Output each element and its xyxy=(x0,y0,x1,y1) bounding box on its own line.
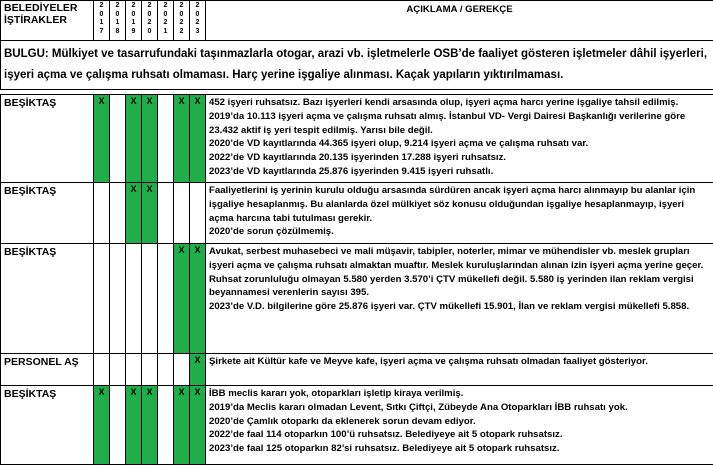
row-description xyxy=(206,244,713,354)
row-description xyxy=(206,183,713,244)
mark-cell xyxy=(110,95,126,183)
description-line: 452 işyeri ruhsatsız. Bazı işyerleri kendi arsasında olup, işyeri açma harcı yerine işgaliye tahsil edilmiş. 2019’da 10.113 işyeri açma ve çalışma ruhsatı almış. İstanbul VD- Vergi Dairesi Başkanlığı verilerine göre 23.432 aktif iş yeri tespit edilmiş. Yarısı bile değil. xyxy=(209,96,710,137)
mark-cell xyxy=(110,354,126,386)
mark-cell: X xyxy=(190,386,206,465)
mark-cell: X xyxy=(190,95,206,183)
year-2019: 2 0 1 9 xyxy=(126,1,142,41)
mark-cell xyxy=(142,244,158,354)
mark-cell xyxy=(158,244,174,354)
mark-cell xyxy=(142,354,158,386)
row-name: BEŞİKTAŞ xyxy=(1,386,94,465)
mark-cell: X xyxy=(174,95,190,183)
mark-cell xyxy=(94,354,110,386)
mark-cell: X xyxy=(94,386,110,465)
year-2023: 2 0 2 3 xyxy=(190,1,206,41)
mark-cell: X xyxy=(142,95,158,183)
description-line: Ruhsat zorunluluğu olmayan 5.580 yerden 3.570’i ÇTV mükellefi değil. 5.580 iş yerinden ilan reklam vergisi beyannamesi verenlerin sayısı 395. xyxy=(209,273,710,301)
header-description: AÇIKLAMA / GEREKÇE xyxy=(206,1,713,41)
mark-cell: X xyxy=(190,244,206,354)
mark-cell: X xyxy=(190,354,206,386)
mark-cell: X xyxy=(174,244,190,354)
description-line: 2023’de VD kayıtlarında 25.876 işyerinden 9.415 işyeri ruhsatlı. xyxy=(209,165,710,179)
mark-cell: X xyxy=(126,183,142,244)
description-line: 2019’da Meclis kararı olmadan Levent, Sıtkı Çiftçi, Zübeyde Ana Otoparkları İBB ruhsatı yok. xyxy=(209,401,710,415)
mark-cell xyxy=(190,183,206,244)
header-name-line-1: BELEDİYELER xyxy=(4,2,90,14)
mark-cell: X xyxy=(126,386,142,465)
table-row xyxy=(1,183,713,244)
table-row xyxy=(1,95,713,183)
bulgu-row xyxy=(1,41,713,90)
description-line: 2020’de VD kayıtlarında 44.365 işyeri olup, 9.214 işyeri açma ve çalışma ruhsatı var. xyxy=(209,137,710,151)
description-line: Avukat, serbest muhasebeci ve mali müşavir, tabipler, noterler, mimar ve mühendisler vb. meslek grupları işyeri açma ve çalışma ruhsatı almaktan muaftır. Meslek kuruluşlarından alınan izin işyeri açma yerine geçer. xyxy=(209,245,710,273)
table-row xyxy=(1,354,713,386)
year-2021: 2 0 2 1 xyxy=(158,1,174,41)
mark-cell: X xyxy=(94,95,110,183)
row-name: BEŞİKTAŞ xyxy=(1,244,94,354)
mark-cell xyxy=(126,354,142,386)
description-line: Şirkete ait Kültür kafe ve Meyve kafe, işyeri açma ve çalışma ruhsatı olmadan faaliyet gösteriyor. xyxy=(209,355,710,369)
row-name: BEŞİKTAŞ xyxy=(1,95,94,183)
description-line: 2023’de V.D. bilgilerine göre 25.876 işyeri var. ÇTV mükellefi 15.901, İlan ve reklam vergisi mükellefi 5.858. xyxy=(209,300,710,314)
mark-cell xyxy=(174,354,190,386)
row-name: BEŞİKTAŞ xyxy=(1,183,94,244)
year-2018: 2 0 1 8 xyxy=(110,1,126,41)
description-line: 2022’de faal 114 otoparkın 100’ü ruhsatsız. Belediyeye ait 5 otopark ruhsatsız. xyxy=(209,428,710,442)
year-2022: 2 0 2 2 xyxy=(174,1,190,41)
year-2017: 2 0 1 7 xyxy=(94,1,110,41)
description-line: 2022’de VD kayıtlarında 20.135 işyerinden 17.288 işyeri ruhsatsız. xyxy=(209,151,710,165)
mark-cell xyxy=(94,244,110,354)
header-name-cell xyxy=(1,1,94,41)
mark-cell xyxy=(110,244,126,354)
mark-cell: X xyxy=(142,183,158,244)
row-description xyxy=(206,95,713,183)
mark-cell: X xyxy=(126,95,142,183)
year-2020: 2 0 2 0 xyxy=(142,1,158,41)
row-name: PERSONEL AŞ xyxy=(1,354,94,386)
table-row xyxy=(1,244,713,354)
header-row xyxy=(1,1,713,41)
mark-cell xyxy=(174,183,190,244)
row-description xyxy=(206,354,713,386)
mark-cell xyxy=(158,95,174,183)
mark-cell xyxy=(126,244,142,354)
description-line: 2023’de faal 125 otoparkın 82’si ruhsatsız. Belediyeye ait 5 otopark ruhsatsız. xyxy=(209,442,710,456)
mark-cell xyxy=(158,354,174,386)
mark-cell xyxy=(94,183,110,244)
mark-cell: X xyxy=(174,386,190,465)
mark-cell xyxy=(110,183,126,244)
bulgu-text: BULGU: Mülkiyet ve tasarrufundaki taşınmazlarla otogar, arazi vb. işletmelerle OSB’de faaliyet gösteren işletmeler dâhil işyerleri, işyeri açma ve çalışma ruhsatı olmaması. Harç yerine işgaliye alınması. Kaçak yapıların yıktırılmaması. xyxy=(1,41,713,90)
header-name-line-2: İŞTİRAKLER xyxy=(4,14,90,26)
description-line: İBB meclis kararı yok, otoparkları işletip kiraya verilmiş. xyxy=(209,387,710,401)
mark-cell xyxy=(158,183,174,244)
mark-cell: X xyxy=(142,386,158,465)
description-line: 2020’de Çamlık otoparkı da eklenerek sorun devam ediyor. xyxy=(209,415,710,429)
description-line: 2020’de sorun çözülmemiş. xyxy=(209,225,710,239)
description-line: Faaliyetlerini iş yerinin kurulu olduğu arsasında sürdüren ancak işyeri açma harcı alınmayıp bu alanlar için işgaliye hesaplanmış. Bu alanlarda özel mülkiyet söz konusu olduğundan işgaliye hesaplanmayıp, işyeri açma harcına tabi tutulması gerekir. xyxy=(209,184,710,225)
